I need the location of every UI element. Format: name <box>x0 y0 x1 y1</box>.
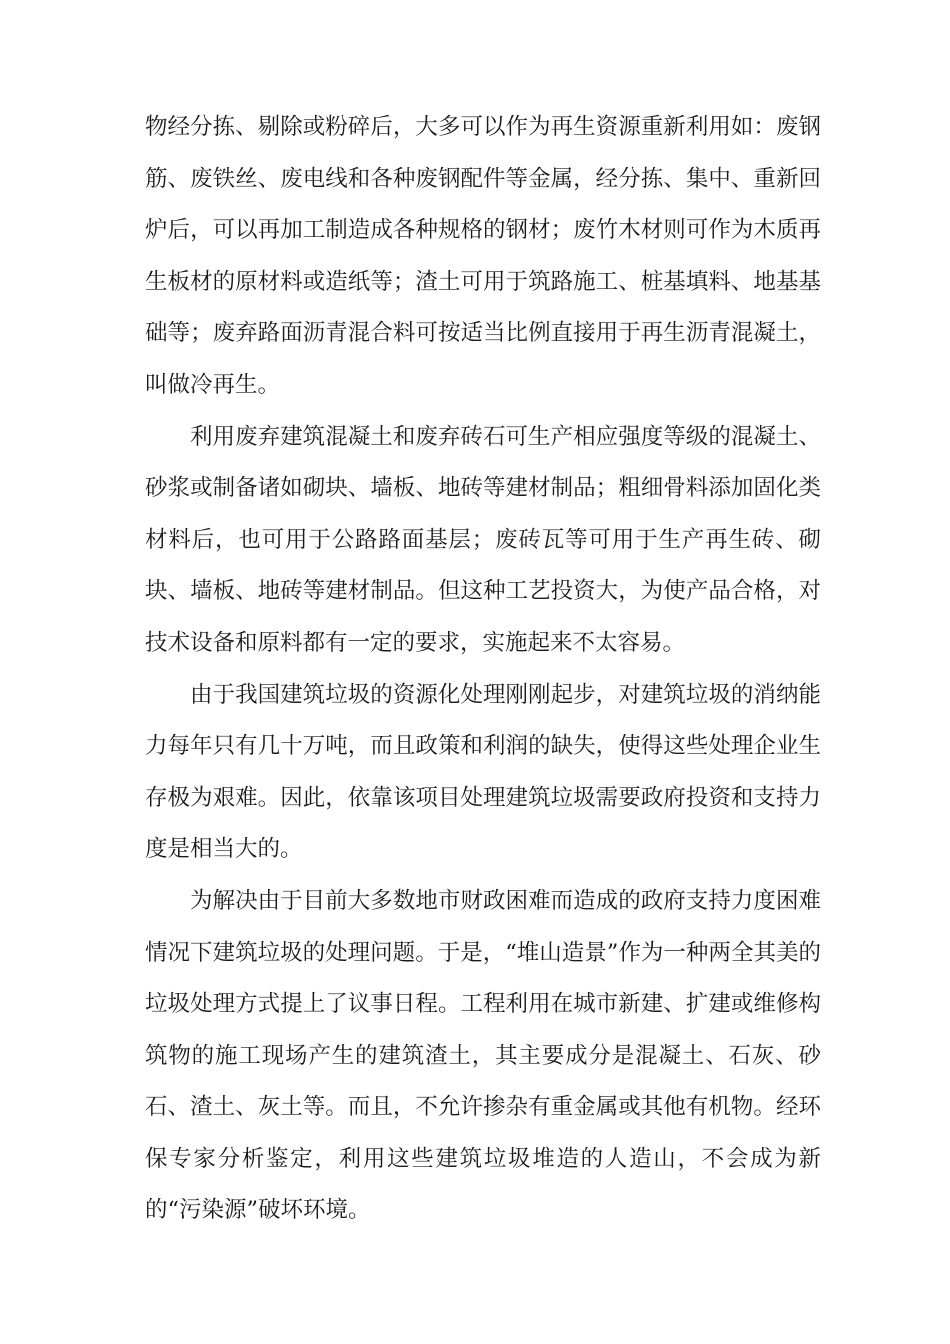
paragraph-4: 为解决由于目前大多数地市财政困难而造成的政府支持力度困难情况下建筑垃圾的处理问题。于是，“堆山造景”作为一种两全其美的垃圾处理方式提上了议事日程。工程利用在城市新建、扩建或维修构筑物的施工现场产生的建筑渣土，其主要成分是混凝土、石灰、砂石、渣土、灰土等。而且，不允许掺杂有重金属或其他有机物。经环保专家分析鉴定，利用这些建筑垃圾堆造的人造山，不会成为新的“污染源”破坏环境。 <box>145 887 821 1224</box>
paragraph-1: 物经分拣、剔除或粉碎后，大多可以作为再生资源重新利用如：废钢筋、废铁丝、废电线和各种废钢配件等金属，经分拣、集中、重新回炉后，可以再加工制造成各种规格的钢材；废竹木材则可作为木质再生板材的原材料或造纸等；渣土可用于筑路施工、桩基填料、地基基础等；废弃路面沥青混合料可按适当比例直接用于再生沥青混凝土，叫做冷再生。 <box>145 114 821 398</box>
document-body <box>145 102 821 1237</box>
paragraph-2: 利用废弃建筑混凝土和废弃砖石可生产相应强度等级的混凝土、砂浆或制备诸如砌块、墙板、地砖等建材制品；粗细骨料添加固化类材料后，也可用于公路路面基层；废砖瓦等可用于生产再生砖、砌块、墙板、地砖等建材制品。但这种工艺投资大，为使产品合格，对技术设备和原料都有一定的要求，实施起来不太容易。 <box>145 423 821 656</box>
paragraph-3: 由于我国建筑垃圾的资源化处理刚刚起步，对建筑垃圾的消纳能力每年只有几十万吨，而且政策和利润的缺失，使得这些处理企业生存极为艰难。因此，依靠该项目处理建筑垃圾需要政府投资和支持力度是相当大的。 <box>145 681 821 863</box>
